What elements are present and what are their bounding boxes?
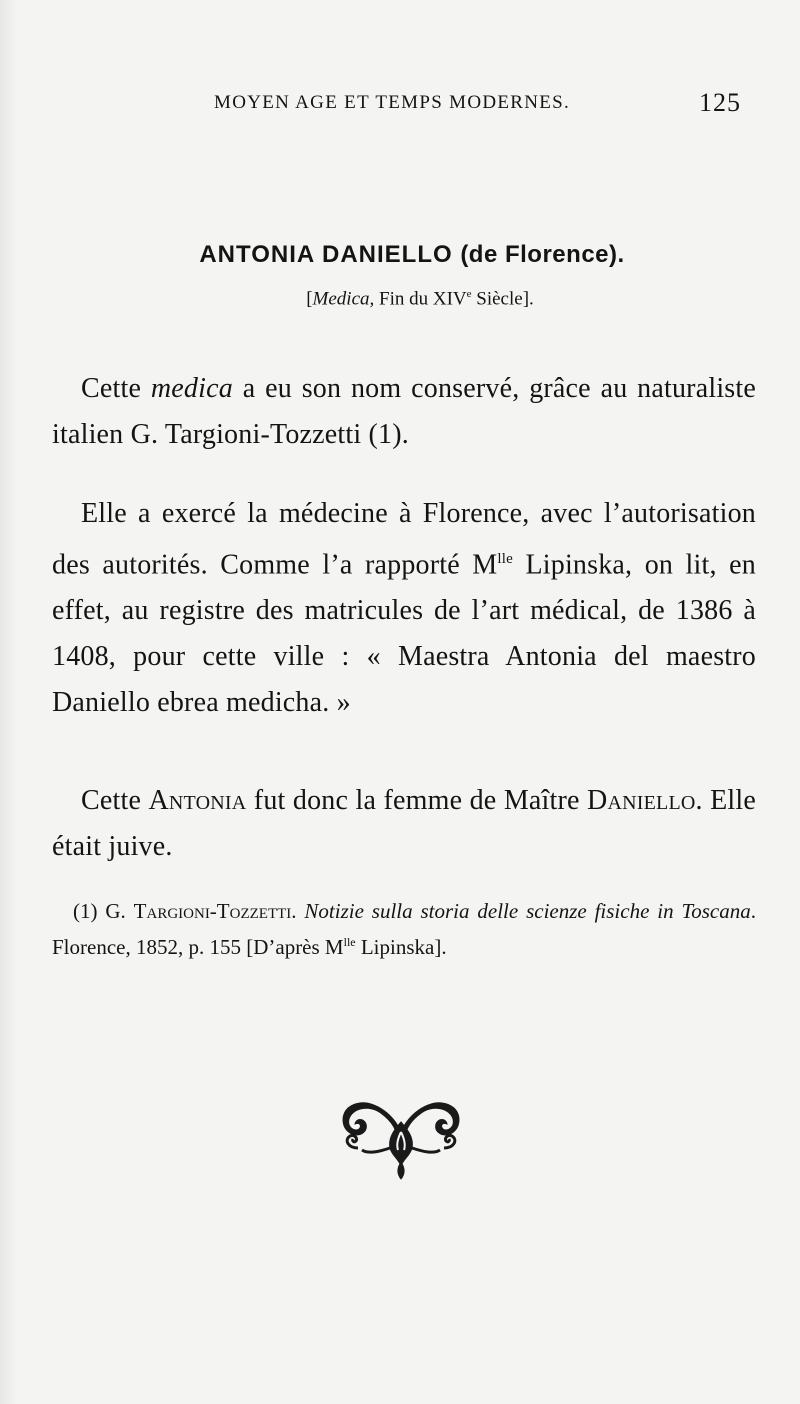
entry-place: (de Florence).	[460, 241, 625, 268]
subheading-bracket: [	[306, 288, 313, 310]
entry-name: ANTONIA DANIELLO	[199, 241, 453, 268]
footnote-marker: (1) G.	[73, 899, 134, 923]
footnote-sep: .	[291, 899, 305, 923]
p3-text-c: . Elle était juive.	[52, 785, 756, 862]
footnote-title: Notizie sulla storia delle scienze fisiche in Toscana	[304, 899, 751, 923]
entry-subheading	[0, 288, 800, 310]
p1-text-a: Cette	[81, 373, 151, 404]
footnote-author: Targioni-Tozzetti	[133, 899, 292, 923]
footnote	[52, 896, 756, 963]
fleuron-ornament-icon	[338, 1092, 464, 1180]
footnote-sup: lle	[343, 935, 356, 949]
paragraph-1	[52, 366, 756, 458]
p3-text-a: Cette	[81, 785, 149, 816]
running-head	[0, 88, 800, 118]
running-title: MOYEN AGE ET TEMPS MODERNES.	[214, 92, 571, 113]
entry-period: Fin du XIV	[374, 288, 467, 310]
entry-role: Medica,	[312, 288, 375, 310]
p2-text-b: Lipinska, on lit, en effet, au registre des matricules de l’art médical, de 1386 à 1408, pour cette ville : « Maestra Antonia del maestro Daniello ebrea medicha. »	[52, 549, 756, 718]
p2-text-a: Elle a exercé la médecine à Florence, avec l’autorisation des autorités. Comme l’a rapporté M	[52, 498, 756, 581]
p3-name-antonia: Antonia	[148, 785, 247, 816]
footnote-details: . Florence, 1852, p. 155 [D’après M	[52, 899, 756, 959]
entry-heading	[0, 241, 800, 269]
p3-name-daniello: Daniello	[587, 785, 696, 816]
p1-italic: medica	[150, 373, 233, 404]
footnote-details-end: Lipinska].	[355, 935, 447, 959]
page-number: 125	[699, 88, 741, 117]
entry-period-sup: e	[466, 288, 472, 300]
page-edge-shade	[0, 0, 18, 1404]
paragraph-3	[52, 778, 756, 870]
paragraph-2	[52, 491, 756, 725]
p2-sup: lle	[497, 550, 513, 567]
entry-period-end: Siècle].	[471, 288, 534, 310]
p3-text-b: fut donc la femme de Maître	[246, 785, 588, 816]
p1-text-b: a eu son nom conservé, grâce au naturaliste italien G. Targioni-Tozzetti (1).	[52, 373, 756, 450]
